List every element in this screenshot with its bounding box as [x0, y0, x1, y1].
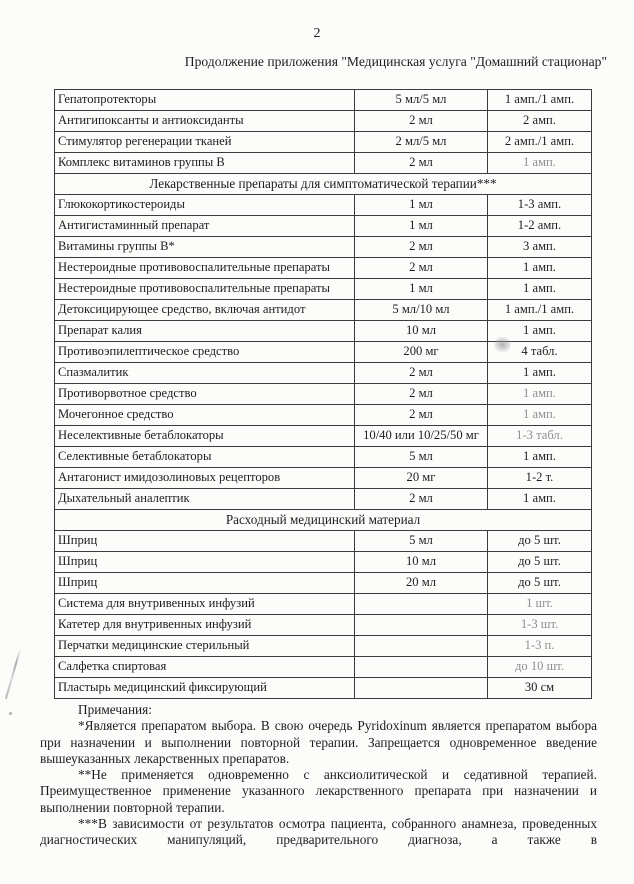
- quantity-cell: 1-3 табл.: [488, 426, 592, 447]
- drug-name-cell: Противорвотное средство: [55, 384, 355, 405]
- dose-cell: 5 мл/5 мл: [355, 90, 488, 111]
- drug-name-cell: Шприц: [55, 552, 355, 573]
- quantity-cell: 30 см: [488, 678, 592, 699]
- table-row: [55, 615, 592, 636]
- quantity-cell: 1 амп./1 амп.: [488, 300, 592, 321]
- dose-cell: 2 мл: [355, 363, 488, 384]
- dose-cell: [355, 678, 488, 699]
- drug-name-cell: Шприц: [55, 531, 355, 552]
- dose-cell: 2 мл/5 мл: [355, 132, 488, 153]
- table-row: [55, 384, 592, 405]
- quantity-cell: до 5 шт.: [488, 531, 592, 552]
- table-row: [55, 111, 592, 132]
- table-row: [55, 153, 592, 174]
- quantity-cell: 1 амп.: [488, 153, 592, 174]
- table-row: [55, 468, 592, 489]
- dose-cell: 5 мл/10 мл: [355, 300, 488, 321]
- quantity-cell: 1 амп.: [488, 321, 592, 342]
- drug-name-cell: Катетер для внутривенных инфузий: [55, 615, 355, 636]
- quantity-cell: 4 табл.: [488, 342, 592, 363]
- quantity-cell: 1-3 амп.: [488, 195, 592, 216]
- drug-name-cell: Витамины группы В*: [55, 237, 355, 258]
- medication-table: [54, 89, 592, 699]
- table-row: [55, 132, 592, 153]
- table-row: [55, 531, 592, 552]
- dose-cell: 2 мл: [355, 237, 488, 258]
- dose-cell: 200 мг: [355, 342, 488, 363]
- section-title: Расходный медицинский материал: [55, 510, 592, 531]
- section-title: Лекарственные препараты для симптоматической терапии***: [55, 174, 592, 195]
- quantity-cell: 1-3 п.: [488, 636, 592, 657]
- quantity-cell: до 5 шт.: [488, 552, 592, 573]
- quantity-cell: 1-2 амп.: [488, 216, 592, 237]
- drug-name-cell: Спазмалитик: [55, 363, 355, 384]
- drug-name-cell: Мочегонное средство: [55, 405, 355, 426]
- quantity-cell: 1-3 шт.: [488, 615, 592, 636]
- table-row: [55, 552, 592, 573]
- table-row: [55, 573, 592, 594]
- scan-artifact-scratch: [5, 649, 21, 700]
- note-paragraph: *Является препаратом выбора. В свою очередь Pyridoxinum является препаратом выбора при назначении и выполнении повторной терапии. Запрещается одновременное введение вышеуказанных лекарственных препаратов.: [40, 718, 597, 766]
- quantity-cell: 3 амп.: [488, 237, 592, 258]
- table-row: [55, 657, 592, 678]
- quantity-cell: 2 амп./1 амп.: [488, 132, 592, 153]
- drug-name-cell: Препарат калия: [55, 321, 355, 342]
- notes-title: Примечания:: [78, 702, 152, 717]
- dose-cell: 2 мл: [355, 111, 488, 132]
- table-row: [55, 636, 592, 657]
- drug-name-cell: Антигистаминный препарат: [55, 216, 355, 237]
- quantity-cell: 1 амп.: [488, 279, 592, 300]
- drug-name-cell: Детоксицирующее средство, включая антидот: [55, 300, 355, 321]
- table-row: [55, 363, 592, 384]
- notes-section: [40, 702, 597, 849]
- table-row: [55, 237, 592, 258]
- table-section-header: [55, 510, 592, 531]
- dose-cell: 5 мл: [355, 447, 488, 468]
- dose-cell: [355, 594, 488, 615]
- drug-name-cell: Глюкокортикостероиды: [55, 195, 355, 216]
- dose-cell: 2 мл: [355, 384, 488, 405]
- drug-name-cell: Пластырь медицинский фиксирующий: [55, 678, 355, 699]
- scan-artifact-smudge: [494, 337, 511, 352]
- dose-cell: 1 мл: [355, 195, 488, 216]
- quantity-cell: 1 амп./1 амп.: [488, 90, 592, 111]
- quantity-cell: 1 амп.: [488, 447, 592, 468]
- table-row: [55, 426, 592, 447]
- dose-cell: 10/40 или 10/25/50 мг: [355, 426, 488, 447]
- dose-cell: [355, 636, 488, 657]
- note-paragraph: **Не применяется одновременно с анксиолитической и седативной терапией. Преимущественное применение указанного лекарственного препарата при назначении и выполнении повторной терапии.: [40, 767, 597, 815]
- table-row: [55, 447, 592, 468]
- table-row: [55, 279, 592, 300]
- drug-name-cell: Гепатопротекторы: [55, 90, 355, 111]
- dose-cell: 10 мл: [355, 552, 488, 573]
- dose-cell: 2 мл: [355, 405, 488, 426]
- quantity-cell: до 5 шт.: [488, 573, 592, 594]
- table-row: [55, 300, 592, 321]
- table-section-header: [55, 174, 592, 195]
- table-row: [55, 258, 592, 279]
- medication-table-body: [55, 90, 592, 699]
- dose-cell: [355, 657, 488, 678]
- drug-name-cell: Комплекс витаминов группы В: [55, 153, 355, 174]
- dose-cell: 2 мл: [355, 489, 488, 510]
- drug-name-cell: Нестероидные противовоспалительные препараты: [55, 258, 355, 279]
- table-row: [55, 216, 592, 237]
- drug-name-cell: Шприц: [55, 573, 355, 594]
- dose-cell: 1 мл: [355, 216, 488, 237]
- drug-name-cell: Антагонист имидозолиновых рецепторов: [55, 468, 355, 489]
- table-row: [55, 90, 592, 111]
- document-continuation-header: Продолжение приложения "Медицинская услуга "Домашний стационар": [184, 54, 607, 69]
- quantity-cell: до 10 шт.: [488, 657, 592, 678]
- drug-name-cell: Неселективные бетаблокаторы: [55, 426, 355, 447]
- table-row: [55, 594, 592, 615]
- page-number: 2: [313, 26, 321, 41]
- dose-cell: 2 мл: [355, 258, 488, 279]
- drug-name-cell: Противоэпилептическое средство: [55, 342, 355, 363]
- dose-cell: 2 мл: [355, 153, 488, 174]
- table-row: [55, 405, 592, 426]
- quantity-cell: 1 амп.: [488, 489, 592, 510]
- table-row: [55, 195, 592, 216]
- quantity-cell: 1 амп.: [488, 405, 592, 426]
- quantity-cell: 2 амп.: [488, 111, 592, 132]
- drug-name-cell: Дыхательный аналептик: [55, 489, 355, 510]
- drug-name-cell: Салфетка спиртовая: [55, 657, 355, 678]
- drug-name-cell: Перчатки медицинские стерильный: [55, 636, 355, 657]
- quantity-cell: 1 шт.: [488, 594, 592, 615]
- drug-name-cell: Нестероидные противовоспалительные препараты: [55, 279, 355, 300]
- dose-cell: 5 мл: [355, 531, 488, 552]
- table-row: [55, 678, 592, 699]
- drug-name-cell: Селективные бетаблокаторы: [55, 447, 355, 468]
- scan-artifact-dot: [9, 712, 12, 715]
- drug-name-cell: Антигипоксанты и антиоксиданты: [55, 111, 355, 132]
- dose-cell: 20 мг: [355, 468, 488, 489]
- dose-cell: 1 мл: [355, 279, 488, 300]
- drug-name-cell: Стимулятор регенерации тканей: [55, 132, 355, 153]
- table-row: [55, 489, 592, 510]
- quantity-cell: 1-2 т.: [488, 468, 592, 489]
- quantity-cell: 1 амп.: [488, 363, 592, 384]
- quantity-cell: 1 амп.: [488, 384, 592, 405]
- drug-name-cell: Система для внутривенных инфузий: [55, 594, 355, 615]
- dose-cell: 10 мл: [355, 321, 488, 342]
- dose-cell: [355, 615, 488, 636]
- quantity-cell: 1 амп.: [488, 258, 592, 279]
- note-paragraph: ***В зависимости от результатов осмотра пациента, собранного анамнеза, проведенных диагностических манипуляций, предварительного диагноза, а также в: [40, 816, 597, 848]
- dose-cell: 20 мл: [355, 573, 488, 594]
